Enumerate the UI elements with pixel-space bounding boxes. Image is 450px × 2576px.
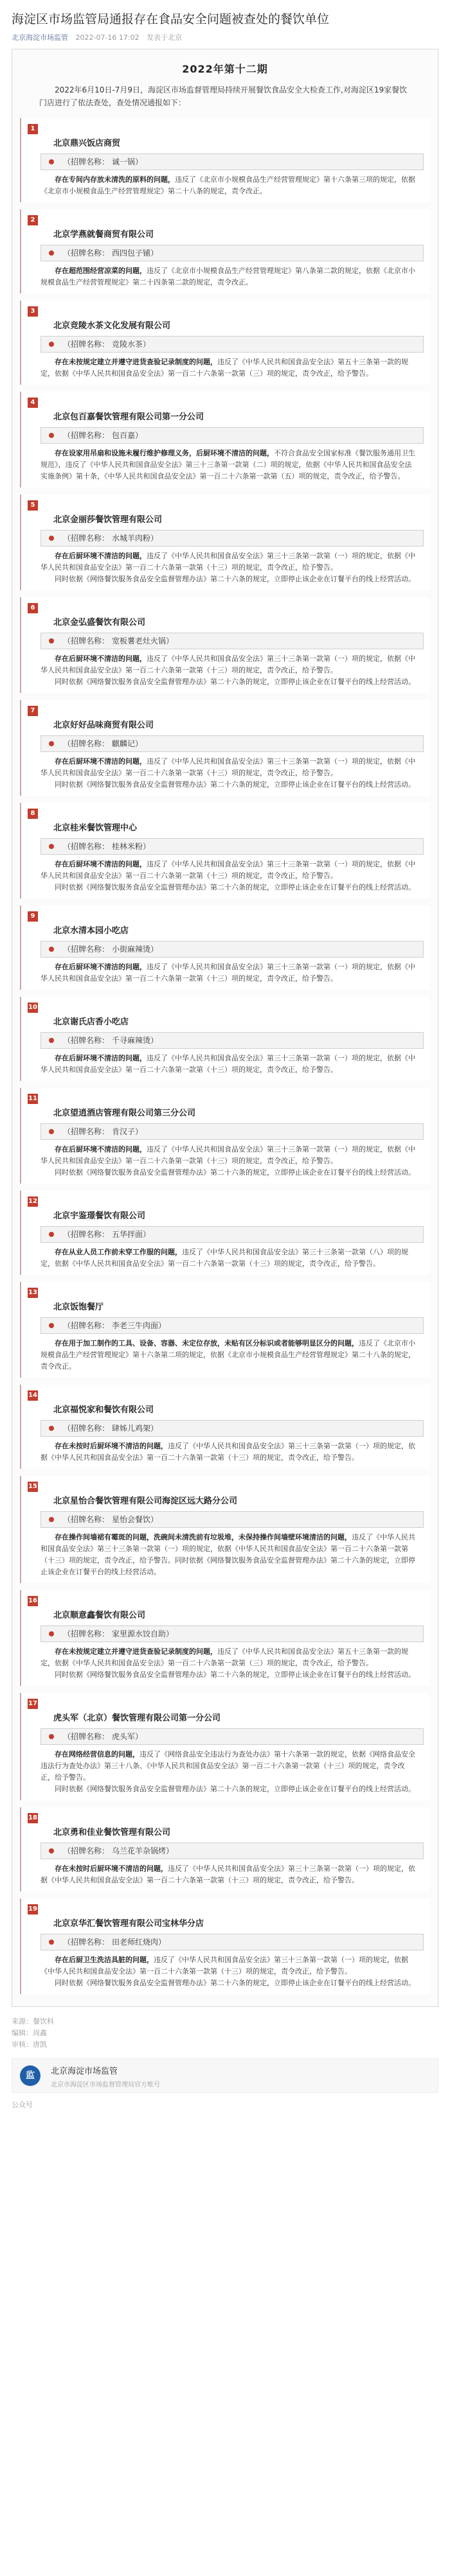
sign-value: 肆姊儿鸡架 <box>112 1424 151 1433</box>
violation-paragraph <box>40 1954 417 1977</box>
violation-detail: 违反了《中华人民共和国食品安全法》第三十三条第一款第（一）项的规定，依据《中华人民共和国食品安全法》第一百二十六条第一款第（十三）项的规定，责令改正，给予警告。 <box>40 1442 415 1462</box>
sign-suffix: ） <box>166 1846 174 1855</box>
violation-detail: 违反了《中华人民共和国食品安全法》第三十三条第一款第（一）项的规定，依据《中华人民共和国食品安全法》第一百二十六条第一款第（十三）项的规定，责令改正，给予警告。 <box>40 1054 415 1074</box>
violation-issue: 存在后厨环境不清洁的问题， <box>55 757 147 766</box>
publish-date: 2022-07-16 17:02 <box>75 33 140 42</box>
violation-detail: 不符合食品安全国家标准《餐饮服务通用卫生规范》，违反了《中华人民共和国食品安全法》第三十三条第一款第（二）项的规定，依据《中华人民共和国食品安全法实施条例》第十条，《中华人民共和国食品安全法》第一百二十六条第一款第（五）项的规定，责令改正，给予警告。 <box>40 449 415 480</box>
sign-suffix: ） <box>158 1938 166 1947</box>
violation-paragraph <box>40 1053 417 1076</box>
violation-issue: 存在后厨环境不清洁的问题， <box>55 654 147 663</box>
entry-number-badge: 12 <box>28 1196 38 1207</box>
violation-issue: 存在未按规定建立并遵守进货查验记录制度的问题， <box>55 1647 217 1656</box>
bullet-icon <box>49 947 54 952</box>
sign-suffix: ） <box>150 249 159 258</box>
violation-detail: 违反了《中华人民共和国食品安全法》第三十三条第一款第（一）项的规定，依据《中华人民共和国食品安全法》第一百二十六条第一款第（十三）项的规定，责令改正，给予警告。 <box>40 552 415 572</box>
sign-suffix: ） <box>150 945 159 954</box>
violation-issue: 存在后厨环境不清洁的问题， <box>55 860 147 868</box>
violation-text <box>40 1338 417 1372</box>
sign-name-row <box>40 245 424 261</box>
sign-value: 千寻麻辣烫 <box>112 1036 151 1045</box>
entry-number-badge: 10 <box>28 1003 38 1013</box>
violation-paragraph <box>40 859 417 882</box>
bullet-icon <box>49 1232 54 1237</box>
violation-detail: 违反了《中华人民共和国食品安全法》第三十三条第一款第（一）项的规定，依据《中华人民共和国食品安全法》第一百二十六条第一款第（十三）项的规定，责令改正，给予警告。 <box>40 1145 415 1165</box>
entry-number-badge: 5 <box>28 500 38 511</box>
violation-detail: 同时依据《网络餐饮服务食品安全监督管理办法》第二十六条的规定，立即停止该企业在订餐平台的线上经营活动。 <box>55 678 415 686</box>
bullet-icon <box>49 159 54 164</box>
violation-issue: 存在未按规定建立并遵守进货查验记录制度的问题， <box>55 358 217 366</box>
bullet-icon <box>49 1734 54 1739</box>
violation-paragraph <box>40 1144 417 1167</box>
footer-source: 来源：餐饮科 <box>12 2017 54 2026</box>
entry-number-badge: 16 <box>28 1596 38 1606</box>
violation-paragraph <box>40 756 417 779</box>
company-name: 虎头军（北京）餐饮管理有限公司第一分公司 <box>53 1713 221 1723</box>
violation-paragraph <box>40 1749 417 1783</box>
sign-name-row <box>40 427 424 444</box>
violation-text <box>40 653 417 688</box>
violation-paragraph <box>40 1977 417 1989</box>
violation-text <box>40 550 417 585</box>
sign-label: （招牌名称： <box>63 1424 110 1433</box>
violation-detail: 同时依据《网络餐饮服务食品安全监督管理办法》第二十六条的规定，立即停止该企业在订餐平台的线上经营活动。 <box>55 1168 415 1177</box>
violation-issue: 存在从业人员工作前未穿工作服的问题， <box>55 1248 182 1256</box>
violation-text <box>40 859 417 893</box>
bullet-icon <box>49 1426 54 1431</box>
violation-entry <box>20 209 430 294</box>
sign-value: 虎头军 <box>112 1732 136 1741</box>
sign-value: 乌兰花羊杂锅烤 <box>112 1846 166 1855</box>
entry-number-badge: 8 <box>28 809 38 819</box>
violation-paragraph <box>40 961 417 985</box>
violation-entry <box>20 997 430 1081</box>
sign-suffix: ） <box>135 739 143 748</box>
company-name: 北京宇鉴璟餐饮有限公司 <box>53 1211 146 1221</box>
sign-value: 宽板薯老灶火锅 <box>112 636 166 645</box>
violation-paragraph <box>40 676 417 688</box>
bullet-icon <box>49 1129 54 1134</box>
company-name: 北京金丽莎餐饮管理有限公司 <box>53 515 163 525</box>
sign-label: （招牌名称： <box>63 431 110 440</box>
violation-text <box>40 174 417 197</box>
violation-text <box>40 356 417 380</box>
company-name: 北京竞陵水茶文化发展有限公司 <box>53 321 171 331</box>
sign-name-row <box>40 336 424 353</box>
sign-label: （招牌名称： <box>63 1036 110 1045</box>
violation-paragraph <box>40 1441 417 1464</box>
sign-label: （招牌名称： <box>63 340 110 349</box>
sign-name-row <box>40 1317 424 1334</box>
issue-heading: 2022年第十二期 <box>182 63 268 75</box>
company-name: 北京望逍酒店管理有限公司第三分公司 <box>53 1108 196 1118</box>
entry-number-badge: 1 <box>28 124 38 134</box>
violation-paragraph <box>40 1338 417 1372</box>
violation-entry <box>20 1693 430 1800</box>
violation-paragraph <box>40 265 417 288</box>
violation-entry <box>20 1385 430 1469</box>
sign-suffix: ） <box>143 1230 151 1239</box>
violation-detail: 违反了《中华人民共和国食品安全法》第三十三条第一款第（一）项的规定，依据《中华人民共和国食品安全法》第一百二十六条第一款第（十三）项的规定，责令改正，给予警告。同时依据《网络餐饮服务食品安全监督管理办法》第二十六条的规定，立即停止该企业在订餐平台的线上经营活动。 <box>40 1533 415 1576</box>
violation-detail: 同时依据《网络餐饮服务食品安全监督管理办法》第二十六条的规定，立即停止该企业在订餐平台的线上经营活动。 <box>55 1785 415 1793</box>
sign-value: 竞陵水茶 <box>112 340 143 349</box>
violation-entry <box>20 1282 430 1378</box>
sign-label: （招牌名称： <box>63 157 110 166</box>
violation-detail: 违反了《中华人民共和国食品安全法》第五十三条第一款的规定，依据《中华人民共和国食品安全法》第一百二十六条第一款第（三）项的规定，责令改正，给予警告。 <box>40 1647 408 1667</box>
bullet-icon <box>49 536 54 541</box>
bullet-icon <box>49 433 54 438</box>
violation-issue: 存在用于加工制作的工具、设备、容器、未定位存放，未贴有区分标识或者能够明显区分的问题， <box>55 1339 359 1347</box>
sign-suffix: ） <box>135 157 143 166</box>
entry-number-badge: 17 <box>28 1699 38 1709</box>
company-name: 北京鼎兴饭店商贸 <box>53 139 121 148</box>
intro-paragraph: 2022年6月10日-7月9日，海淀区市场监督管理局持续开展餐饮食品安全大检查工作,对海淀区19家餐饮门店进行了依法查处，查处情况通报如下： <box>39 85 408 107</box>
company-name: 北京桂米餐饮管理中心 <box>53 823 138 833</box>
violation-detail: 违反了《中华人民共和国食品安全法》第三十三条第一款第（八）项的规定，依据《中华人民共和国食品安全法》第一百二十六条第一款第（十三）项的规定，责令改正，给予警告。 <box>40 1248 408 1268</box>
violation-detail: 同时依据《网络餐饮服务食品安全监督管理办法》第二十六条的规定，立即停止该企业在订餐平台的线上经营活动。 <box>55 1670 415 1679</box>
footer-review: 审核：唐凯 <box>12 2040 47 2049</box>
sign-name-row <box>40 1511 424 1528</box>
violation-paragraph <box>40 174 417 197</box>
article-title: 海淀区市场监管局通报存在食品安全问题被查处的餐饮单位 <box>12 12 330 26</box>
sign-label: （招牌名称： <box>63 249 110 258</box>
violation-entry <box>20 1476 430 1583</box>
violation-entry <box>20 118 430 202</box>
violation-detail: 违反了《中华人民共和国食品安全法》第三十三条第一款第（一）项的规定，依据《中华人民共和国食品安全法》第一百二十六条第一款第（十三）项的规定，责令改正，给予警告。 <box>40 757 415 777</box>
violation-text <box>40 265 417 288</box>
sign-suffix: ） <box>143 842 151 851</box>
violation-issue: 存在网络经营信息的问题， <box>55 1750 140 1758</box>
sign-label: （招牌名称： <box>63 1230 110 1239</box>
violation-entry <box>20 1807 430 1891</box>
violation-detail: 同时依据《网络餐饮服务食品安全监督管理办法》第二十六条的规定，立即停止该企业在订餐平台的线上经营活动。 <box>55 780 415 789</box>
bullet-icon <box>49 1038 54 1043</box>
violation-paragraph <box>40 448 417 482</box>
violation-paragraph <box>40 1863 417 1886</box>
violation-entry <box>20 597 430 693</box>
sign-name-row <box>40 1843 424 1859</box>
bullet-icon <box>49 1517 54 1522</box>
sign-name-row <box>40 1625 424 1642</box>
violation-entry <box>20 1898 430 1994</box>
entry-number-badge: 3 <box>28 306 38 317</box>
account-card[interactable] <box>12 2058 438 2093</box>
sign-value: 李老三牛肉面 <box>112 1321 159 1330</box>
sign-suffix: ） <box>143 340 151 349</box>
article-meta <box>12 32 438 42</box>
violation-detail: 违反了《中华人民共和国食品安全法》第五十三条第一款的规定，依据《中华人民共和国食品安全法》第一百二十六条第一款第（三）项的规定，责令改正，给予警告。 <box>40 358 408 378</box>
sign-label: （招牌名称： <box>63 1127 110 1136</box>
violation-text <box>40 1863 417 1886</box>
entry-number-badge: 4 <box>28 398 38 408</box>
sign-value: 包百嘉 <box>112 431 136 440</box>
sign-value: 田老师红烧肉 <box>112 1938 159 1947</box>
entry-number-badge: 18 <box>28 1813 38 1823</box>
sign-name-row <box>40 735 424 752</box>
violation-issue: 存在操作间墙裙有霉斑的问题，洗碗间未清洗前有垃圾堆，未保持操作间墙壁环境清洁的问题， <box>55 1533 352 1541</box>
violation-text <box>40 756 417 791</box>
violation-issue: 存在设家用吊扇和设施未履行维护修理义务，后厨环境不清洁的问题， <box>55 449 274 457</box>
violation-issue: 存在专间内存放未清洗的原料的问题， <box>55 175 175 184</box>
company-name: 北京饭饱餐厅 <box>53 1302 104 1312</box>
sign-value: 西四包子铺 <box>112 249 151 258</box>
violation-text <box>40 1954 417 1989</box>
company-name: 北京好好品味商贸有限公司 <box>53 721 154 730</box>
sign-suffix: ） <box>166 1629 174 1638</box>
violation-text <box>40 1749 417 1795</box>
violation-entry <box>20 1590 430 1686</box>
sign-label: （招牌名称： <box>63 739 110 748</box>
account-logo-icon: 监 <box>20 2065 40 2086</box>
sign-value: 小街麻辣烫 <box>112 945 151 954</box>
entry-number-badge: 6 <box>28 603 38 613</box>
violation-paragraph <box>40 1167 417 1178</box>
sign-suffix: ） <box>150 1424 159 1433</box>
sign-name-row <box>40 530 424 547</box>
bullet-icon <box>49 844 54 849</box>
sign-label: （招牌名称： <box>63 842 110 851</box>
sign-suffix: ） <box>135 1127 143 1136</box>
sign-name-row <box>40 1226 424 1243</box>
violation-entry <box>20 1191 430 1275</box>
sign-value: 诚一锅 <box>112 157 136 166</box>
violation-issue: 存在未按时后厨环境不清洁的问题， <box>55 1864 168 1873</box>
entry-number-badge: 14 <box>28 1390 38 1401</box>
violation-entry <box>20 906 430 990</box>
entry-number-badge: 11 <box>28 1094 38 1104</box>
violation-detail: 违反了《北京市小规模食品生产经营管理规定》第八条第二款的规定，依据《北京市小规模食品生产经营管理规定》第二十四条第二款的规定，责令改正。 <box>40 267 415 286</box>
sign-name-row <box>40 633 424 649</box>
violation-paragraph <box>40 653 417 676</box>
sign-name-row <box>40 1934 424 1950</box>
entry-number-badge: 7 <box>28 706 38 716</box>
violation-paragraph <box>40 1247 417 1270</box>
violation-text <box>40 1053 417 1076</box>
violation-detail: 违反了《北京市小规模食品生产经营管理规定》第十六条第三项的规定，依据《北京市小规模食品生产经营管理规定》第二十八条的规定，责令改正。 <box>40 175 415 195</box>
violation-entry <box>20 392 430 487</box>
company-name: 北京京华汇餐饮管理有限公司宝林华分店 <box>53 1919 204 1929</box>
violation-detail: 违反了《中华人民共和国食品安全法》第三十三条第一款第（一）项的规定，依据《中华人民共和国食品安全法》第一百二十六条第一款第（十三）项的规定，责令改正，给予警告。 <box>40 654 415 674</box>
violation-paragraph <box>40 1669 417 1681</box>
violation-paragraph <box>40 550 417 574</box>
sign-suffix: ） <box>135 431 143 440</box>
violation-text <box>40 1646 417 1681</box>
violation-detail: 违反了《中华人民共和国食品安全法》第三十三条第一款第（一）项的规定，依据《中华人民共和国食品安全法》第一百二十六条第一款第（十三）项的规定，责令改正，给予警告。 <box>40 1864 415 1884</box>
violation-entry <box>20 700 430 796</box>
violation-paragraph <box>40 1532 417 1578</box>
sign-value: 水城羊肉粉 <box>112 534 151 543</box>
violation-text <box>40 1144 417 1178</box>
violation-detail: 违反了《网络食品安全违法行为查处办法》第十六条第一款的规定，依据《网络食品安全违法行为查处办法》第三十八条、《中华人民共和国食品安全法》第一百二十六条第一款第（十三）项的规定，责令改正，给予警告。 <box>40 1750 415 1782</box>
bottom-label: 公众号 <box>12 2101 33 2109</box>
sign-label: （招牌名称： <box>63 1732 110 1741</box>
company-name: 北京福悦家和餐饮有限公司 <box>53 1405 154 1415</box>
violation-issue: 存在后厨卫生洗洁具脏的问题， <box>55 1956 154 1964</box>
company-name: 北京学燕就餐商贸有限公司 <box>53 230 154 240</box>
account-link[interactable]: 北京海淀市场监管 <box>12 33 68 42</box>
sign-label: （招牌名称： <box>63 1629 110 1638</box>
bullet-icon <box>49 250 54 256</box>
sign-name-row <box>40 1123 424 1140</box>
violation-entry <box>20 301 430 385</box>
entry-list <box>20 118 430 1994</box>
sign-label: （招牌名称： <box>63 1515 110 1524</box>
sign-label: （招牌名称： <box>63 636 110 645</box>
sign-suffix: ） <box>150 534 159 543</box>
violation-detail: 违反了《中华人民共和国食品安全法》第三十三条第一款第（一）项的规定，依据《中华人民共和国食品安全法》第一百二十六条第一款第（十三）项的规定，责令改正，给予警告。 <box>40 860 415 880</box>
bullet-icon <box>49 638 54 644</box>
sign-suffix: ） <box>135 1732 143 1741</box>
notice-frame <box>12 49 438 2007</box>
violation-paragraph <box>40 779 417 791</box>
company-name: 北京顺意鑫餐饮有限公司 <box>53 1611 146 1620</box>
violation-entry <box>20 803 430 898</box>
publish-location: 发表于北京 <box>147 33 183 42</box>
sign-label: （招牌名称： <box>63 945 110 954</box>
sign-suffix: ） <box>150 1515 159 1524</box>
sign-name-row <box>40 1420 424 1437</box>
sign-suffix: ） <box>150 1036 159 1045</box>
violation-text <box>40 1247 417 1270</box>
violation-entry <box>20 495 430 590</box>
bullet-icon <box>49 1848 54 1853</box>
entry-number-badge: 19 <box>28 1904 38 1914</box>
account-card-desc: 北京市海淀区市场监督管理局官方账号 <box>51 2081 160 2089</box>
entry-number-badge: 2 <box>28 215 38 225</box>
entry-number-badge: 13 <box>28 1288 38 1298</box>
violation-issue: 存在未按时后厨环境不清洁的问题， <box>55 1442 168 1450</box>
sign-label: （招牌名称： <box>63 1846 110 1855</box>
bullet-icon <box>49 1940 54 1945</box>
violation-paragraph <box>40 1783 417 1795</box>
sign-name-row <box>40 1032 424 1049</box>
bullet-icon <box>49 1323 54 1328</box>
violation-issue: 存在后厨环境不清洁的问题， <box>55 1145 147 1153</box>
sign-label: （招牌名称： <box>63 1938 110 1947</box>
violation-detail: 违反了《中华人民共和国食品安全法》第三十三条第一款第（一）项的规定，依据《中华人民共和国食品安全法》第一百二十六条第一款第（十三）项的规定，责令改正，给予警告。 <box>40 963 415 983</box>
bullet-icon <box>49 1631 54 1636</box>
sign-name-row <box>40 838 424 855</box>
violation-issue: 存在后厨环境不清洁的问题， <box>55 963 147 971</box>
sign-label: （招牌名称： <box>63 534 110 543</box>
sign-value: 家里源水饺自助 <box>112 1629 166 1638</box>
violation-detail: 违反了《北京市小规模食品生产经营管理规定》第十六条第二项的规定，依据《北京市小规模食品生产经营管理规定》第二十八条的规定，责令改正。 <box>40 1339 415 1371</box>
violation-paragraph <box>40 356 417 380</box>
sign-value: 五华拌面 <box>112 1230 143 1239</box>
violation-text <box>40 1532 417 1578</box>
entry-number-badge: 15 <box>28 1482 38 1492</box>
sign-name-row <box>40 941 424 958</box>
violation-text <box>40 961 417 985</box>
violation-paragraph <box>40 882 417 893</box>
footer-editor: 编辑：周鑫 <box>12 2029 47 2037</box>
violation-paragraph <box>40 1646 417 1669</box>
sign-value: 麒麟记 <box>112 739 136 748</box>
sign-suffix: ） <box>158 1321 166 1330</box>
bullet-icon <box>49 342 54 347</box>
violation-text <box>40 1441 417 1464</box>
violation-issue: 存在超范围经营凉菜的问题， <box>55 267 147 275</box>
article-footer <box>12 2016 438 2051</box>
violation-detail: 违反了《中华人民共和国食品安全法》第三十三条第一款第（一）项的规定，依据《中华人民共和国食品安全法》第一百二十六条第一款第（十三）项的规定，责令改正，给予警告。 <box>40 1956 408 1976</box>
sign-name-row <box>40 1728 424 1745</box>
company-name: 北京勇和佳业餐饮管理有限公司 <box>53 1828 171 1837</box>
violation-detail: 同时依据《网络餐饮服务食品安全监督管理办法》第二十六条的规定，立即停止该企业在订餐平台的线上经营活动。 <box>55 575 415 583</box>
company-name: 北京包百嘉餐饮管理有限公司第一分公司 <box>53 412 204 422</box>
company-name: 北京谢氏店香小吃店 <box>53 1017 129 1027</box>
sign-label: （招牌名称： <box>63 1321 110 1330</box>
violation-issue: 存在后厨环境不清洁的问题， <box>55 1054 147 1062</box>
violation-paragraph <box>40 574 417 585</box>
violation-detail: 同时依据《网络餐饮服务食品安全监督管理办法》第二十六条的规定，立即停止该企业在订餐平台的线上经营活动。 <box>55 1979 415 1987</box>
violation-entry <box>20 1088 430 1184</box>
sign-suffix: ） <box>166 636 174 645</box>
violation-text <box>40 448 417 482</box>
bullet-icon <box>49 741 54 746</box>
violation-issue: 存在后厨环境不清洁的问题， <box>55 552 147 560</box>
account-card-name: 北京海淀市场监管 <box>51 2067 118 2076</box>
sign-value: 桂林米粉 <box>112 842 143 851</box>
sign-value: 星怡会餐饮 <box>112 1515 151 1524</box>
company-name: 北京星怡合餐饮管理有限公司海淀区远大路分公司 <box>53 1496 238 1506</box>
entry-number-badge: 9 <box>28 911 38 922</box>
sign-value: 肯汉子 <box>112 1127 136 1136</box>
violation-detail: 同时依据《网络餐饮服务食品安全监督管理办法》第二十六条的规定，立即停止该企业在订餐平台的线上经营活动。 <box>55 883 415 891</box>
company-name: 北京水清本园小吃店 <box>53 926 129 936</box>
sign-name-row <box>40 153 424 170</box>
company-name: 北京金弘盛餐饮有限公司 <box>53 618 146 627</box>
